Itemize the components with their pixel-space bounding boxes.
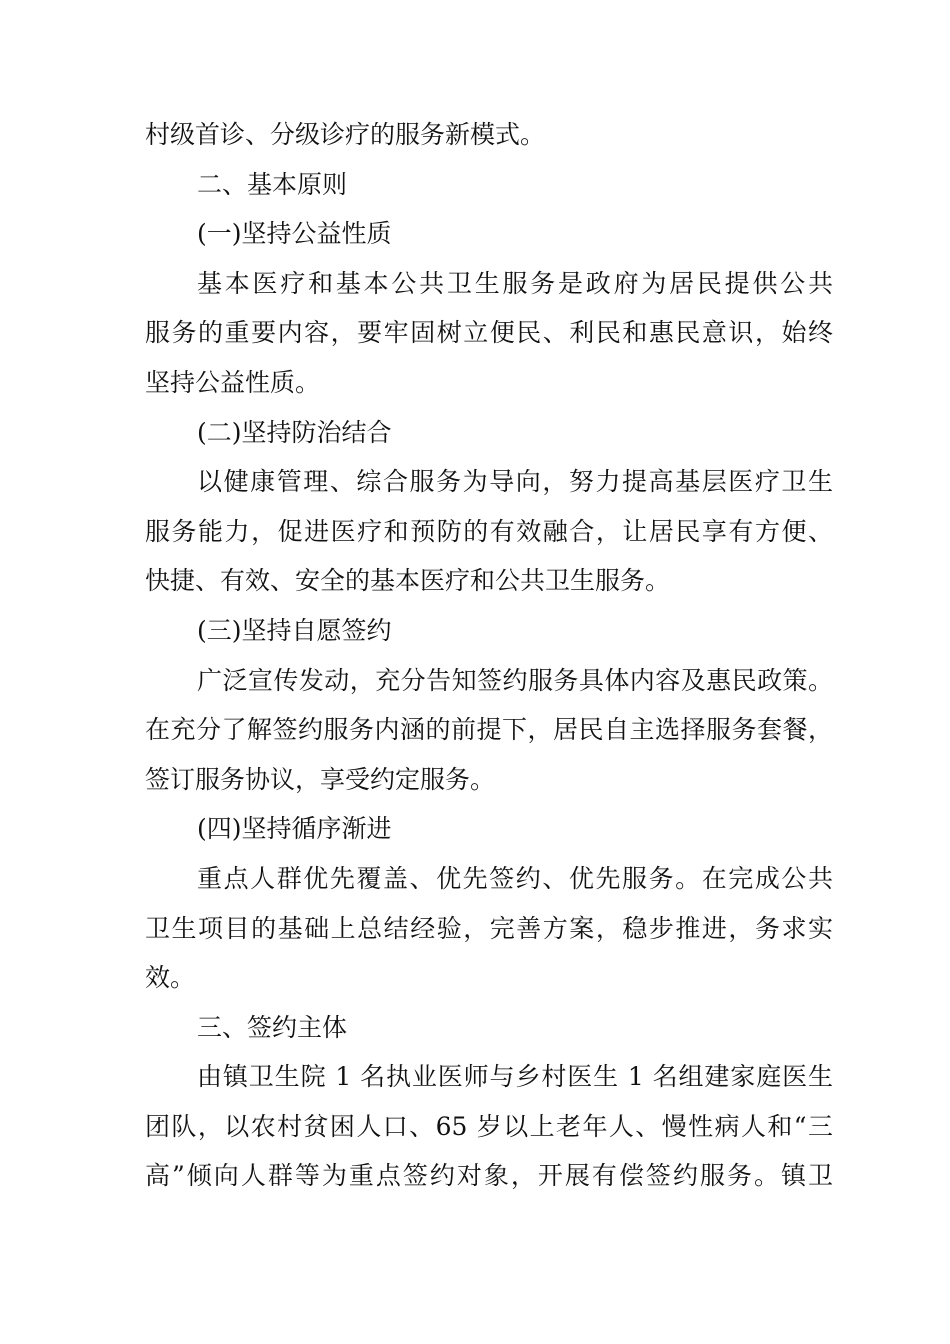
paragraph-line: 高”倾向人群等为重点签约对象，开展有偿签约服务。镇卫 — [145, 1161, 833, 1191]
paragraph-line: 效。 — [145, 963, 196, 993]
paragraph-line: 由镇卫生院 1 名执业医师与乡村医生 1 名组建家庭医生 — [197, 1062, 833, 1092]
paragraph-line: 在充分了解签约服务内涵的前提下，居民自主选择服务套餐， — [145, 715, 833, 745]
paragraph-line: 重点人群优先覆盖、优先签约、优先服务。在完成公共 — [197, 863, 833, 893]
section-heading: 二、基本原则 — [197, 169, 348, 199]
paragraph-line: 服务的重要内容，要牢固树立便民、利民和惠民意识，始终 — [145, 318, 833, 348]
subsection-heading: (三)坚持自愿签约 — [197, 615, 392, 645]
paragraph-line: 快捷、有效、安全的基本医疗和公共卫生服务。 — [145, 566, 671, 596]
paragraph-line: 基本医疗和基本公共卫生服务是政府为居民提供公共 — [197, 268, 833, 298]
section-heading: 三、签约主体 — [197, 1012, 348, 1042]
subsection-heading: (四)坚持循序渐进 — [197, 814, 392, 844]
paragraph-line: 村级首诊、分级诊疗的服务新模式。 — [145, 120, 546, 149]
paragraph-line: 卫生项目的基础上总结经验，完善方案，稳步推进，务求实 — [145, 913, 833, 943]
document-page — [145, 110, 833, 1201]
subsection-heading: (二)坚持防治结合 — [197, 417, 392, 447]
paragraph-line: 团队，以农村贫困人口、65 岁以上老年人、慢性病人和“三 — [145, 1111, 833, 1141]
paragraph-line: 服务能力，促进医疗和预防的有效融合，让居民享有方便、 — [145, 516, 833, 546]
subsection-heading: (一)坚持公益性质 — [197, 219, 392, 249]
paragraph-line: 广泛宣传发动，充分告知签约服务具体内容及惠民政策。 — [197, 665, 833, 695]
paragraph-line: 以健康管理、综合服务为导向，努力提高基层医疗卫生 — [197, 467, 833, 497]
paragraph-line: 坚持公益性质。 — [145, 367, 321, 397]
paragraph-line: 签订服务协议，享受约定服务。 — [145, 764, 496, 794]
